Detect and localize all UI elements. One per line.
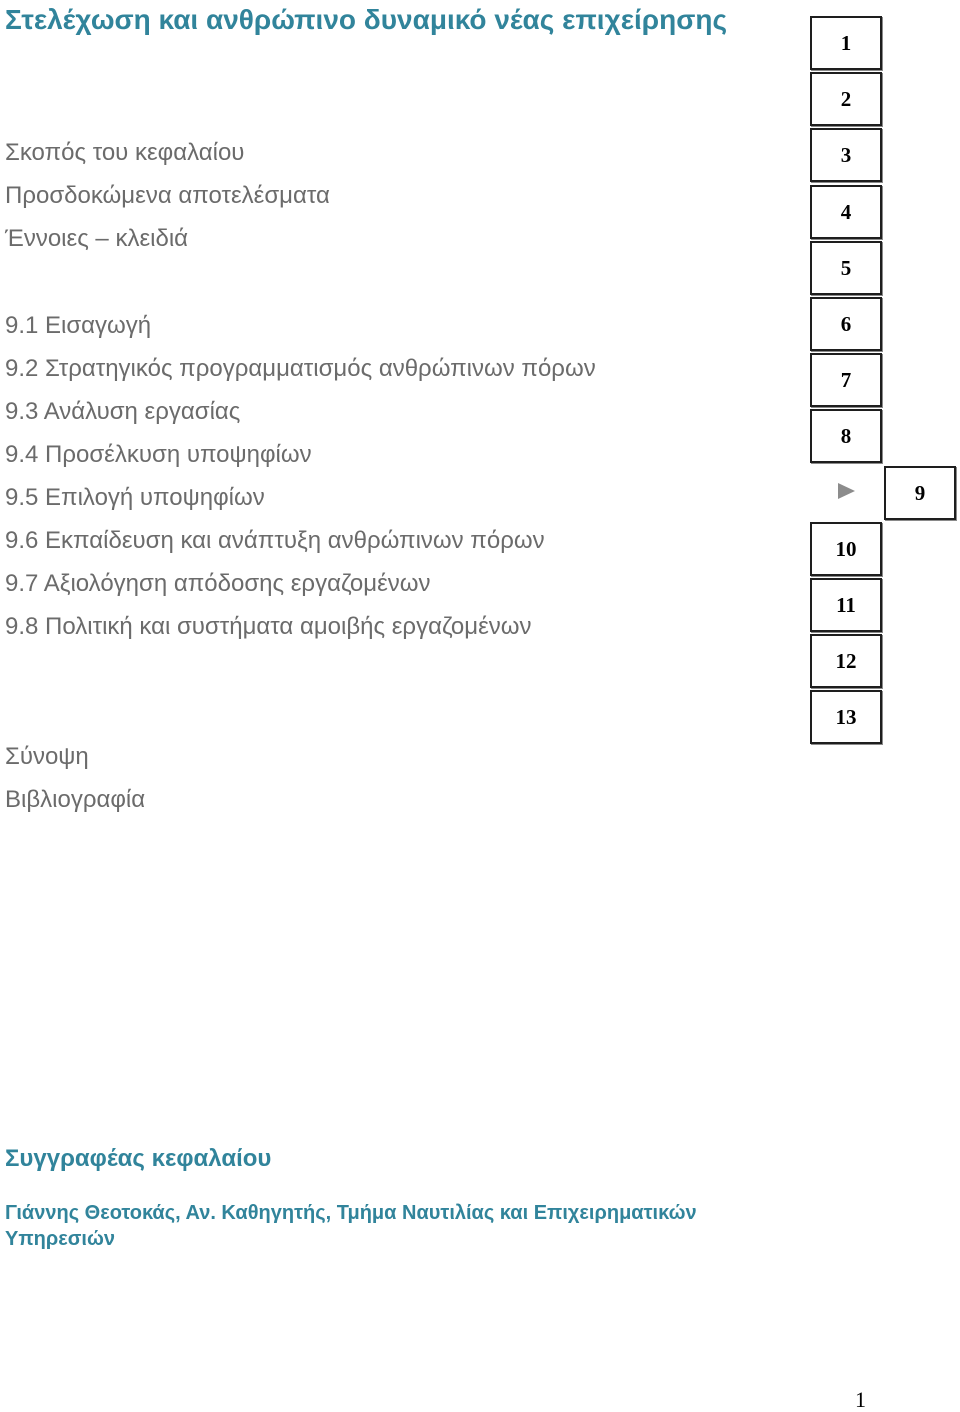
toc-section-9-7[interactable]: 9.7 Αξιολόγηση απόδοσης εργαζομένων <box>5 570 431 597</box>
chapter-number: 2 <box>840 86 852 111</box>
chapter-number: 8 <box>840 423 852 448</box>
toc-item-key-concepts[interactable]: Έννοιες – κλειδιά <box>5 225 189 252</box>
chapter-link-12[interactable] <box>810 634 882 688</box>
author-heading: Συγγραφέας κεφαλαίου <box>5 1145 272 1172</box>
page-number: 1 <box>855 1387 866 1412</box>
chapter-link-1[interactable] <box>810 16 882 70</box>
chapter-link-2[interactable] <box>810 72 882 126</box>
chapter-number: 9 <box>914 480 926 505</box>
toc-section-9-1[interactable]: 9.1 Εισαγωγή <box>5 312 152 339</box>
author-line: Υπηρεσιών <box>5 1228 115 1250</box>
author-info <box>5 1200 697 1252</box>
toc-section-9-4[interactable]: 9.4 Προσέλκυση υποψηφίων <box>5 441 312 468</box>
chapter-link-13[interactable] <box>810 690 882 744</box>
toc-section-9-3[interactable]: 9.3 Ανάλυση εργασίας <box>5 398 241 425</box>
toc-item-chapter-purpose[interactable]: Σκοπός του κεφαλαίου <box>5 139 245 166</box>
toc-sections <box>5 304 596 648</box>
chapter-number: 5 <box>840 255 852 280</box>
chapter-number: 10 <box>835 536 857 561</box>
chapter-number: 6 <box>840 311 852 336</box>
chapter-link-7[interactable] <box>810 353 882 407</box>
chapter-link-8[interactable] <box>810 409 882 463</box>
chapter-link-10[interactable] <box>810 522 882 576</box>
chapter-number: 13 <box>835 704 857 729</box>
chapter-link-6[interactable] <box>810 297 882 351</box>
chapter-link-11[interactable] <box>810 578 882 632</box>
chapter-link-9-current[interactable] <box>884 466 956 520</box>
chapter-link-3[interactable] <box>810 128 882 182</box>
chapter-number: 4 <box>840 199 852 224</box>
chapter-title: Στελέχωση και ανθρώπινο δυναμικό νέας επιχείρησης <box>5 4 728 35</box>
toc-item-summary[interactable]: Σύνοψη <box>5 743 89 770</box>
chapter-number: 1 <box>840 30 852 55</box>
toc-back-matter <box>5 735 145 821</box>
toc-section-9-5[interactable]: 9.5 Επιλογή υποψηφίων <box>5 484 265 511</box>
chapter-link-5[interactable] <box>810 241 882 295</box>
toc-front-matter <box>5 131 330 260</box>
toc-section-9-8[interactable]: 9.8 Πολιτική και συστήματα αμοιβής εργαζομένων <box>5 613 532 640</box>
chapter-link-4[interactable] <box>810 185 882 239</box>
toc-item-expected-outcomes[interactable]: Προσδοκώμενα αποτελέσματα <box>5 182 330 209</box>
chapter-number: 3 <box>840 142 852 167</box>
chapter-number: 7 <box>840 367 852 392</box>
toc-section-9-2[interactable]: 9.2 Στρατηγικός προγραμματισμός ανθρώπινων πόρων <box>5 355 596 382</box>
author-line: Γιάννης Θεοτοκάς, Αν. Καθηγητής, Τμήμα Ναυτιλίας και Επιχειρηματικών <box>5 1202 697 1224</box>
toc-section-9-6[interactable]: 9.6 Εκπαίδευση και ανάπτυξη ανθρώπινων πόρων <box>5 527 545 554</box>
toc-item-bibliography[interactable]: Βιβλιογραφία <box>5 786 146 813</box>
triangle-right-icon <box>838 483 855 499</box>
chapter-number: 12 <box>835 648 857 673</box>
chapter-number: 11 <box>836 592 856 617</box>
